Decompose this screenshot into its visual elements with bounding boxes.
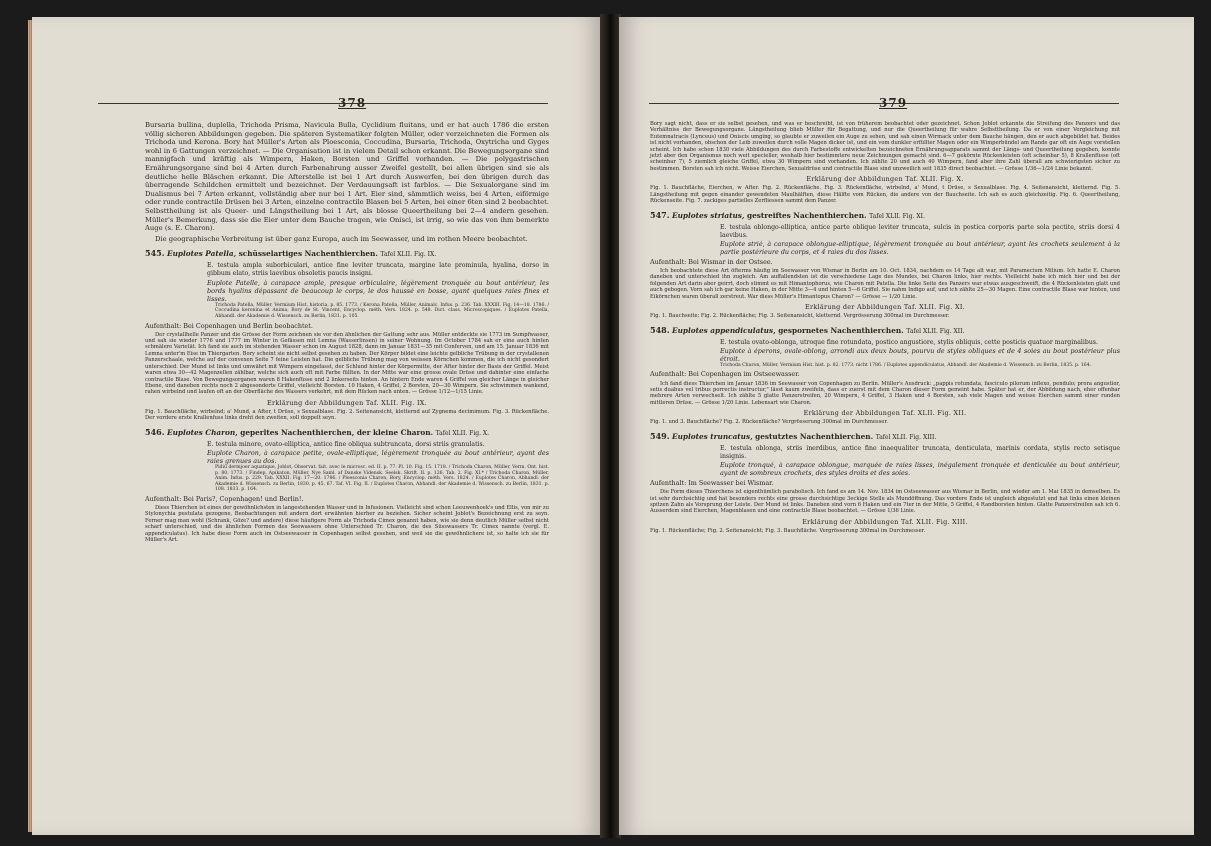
book-spine [600, 14, 621, 838]
habitat-line: Aufenthalt: Im Seewasser bei Wismar. [650, 479, 774, 488]
species-name: Euplotes Charon, [167, 427, 238, 437]
figure-explanation-title: Erklärung der Abbildungen Taf. XLII. Fig. X. [806, 175, 964, 184]
section-number: 546. [145, 426, 165, 437]
habitat-line: Aufenthalt: Bei Copenhagen im Ostseewasser. [650, 370, 800, 379]
figure-explanation: Fig. 1. und 3. Bauchfläche? Fig. 2. Rückenfläche? Vergrösserung 300mal im Durchmesser. [650, 419, 888, 426]
section-number: 549. [650, 430, 670, 441]
species-name: Euplotes Patella, [167, 249, 237, 259]
section-heading-549 [650, 431, 1120, 443]
plate-reference: Tafel XLII. Fig. XII. [906, 327, 965, 335]
habitat-line: Aufenthalt: Bei Paris?, Copenhagen! und Berlin!. [145, 494, 304, 503]
figure-explanation-title: Erklärung der Abbildungen Taf. XLII. Fig. XIII. [802, 517, 968, 526]
latin-diagnosis: E. testula ampla suborbiculari, antice fine leviter truncata, margine late prominula, hyalina, dorso in gibbum elato, striis laevibus obsoletis paucis insigni. [207, 262, 549, 278]
species-description: Ich fand diess Thierchen im Januar 1836 im Seewasser von Copenhagen zu Berlin. Müller's Ausdruck: „pappis rotundata, fasciculo pilorum inflexo, pendulo; prora angustior, setis duabus vel tribus porrectis instructur," lässt kaum zweifeln, dass er zuerst mit dem Charon dieser Form gemeint habe. Später hat er, der Abbildung nach, eher offenbar mehrere Arten verwechselt. Ich zählte 5 glatte Panzerstreifen, 20 Wimpern, 4 Griffel, 3 Haken und 4 Borsten, sah viele Magen und weisse Eierchen sammt einer runden mittleren Drüse. — Grösse 1/20 Linie. Lebensart wie Charon. [650, 380, 1120, 406]
german-name: schüsselartiges Nachenthierchen. [238, 249, 378, 259]
latin-diagnosis: E. testula oblonga, striis inerdibus, antice fine inaequaliter truncata, denticulata, marinis cordata, stylis recto setisque insignis. [720, 444, 1120, 460]
german-name: gestreiftes Nachenthierchen. [747, 210, 867, 220]
habitat-line: Aufenthalt: Bei Wismar in der Ostsee. [650, 257, 773, 266]
header-rule [98, 103, 548, 104]
plate-reference: Tafel XLII. Fig. IX. [380, 251, 437, 259]
section-number: 547. [650, 209, 670, 220]
figure-explanation: Fig. 1. Bauchseite; Fig. 2. Rückenfläche; Fig. 3. Seitenansicht, kletternd. Vergrösserung 300mal im Durchmesser. [650, 313, 950, 320]
plate-reference: Tafel XLII. Fig. XIII. [875, 433, 937, 441]
geo-paragraph: Die geographische Verbreitung ist über ganz Europa, auch im Seewasser, und im rothen Meere beobachtet. [155, 234, 528, 243]
literature-references: Trichoda Charon, Müller, Vermium Hist. hist. p. 82. 1773. nicht 1786. / Euplotes appendiculatus, Abhandl. der Akademie d. Wissensch. zu Berlin, 1835. p. 164. [720, 362, 1092, 368]
species-name: Euplotes appendiculatus, [672, 325, 776, 335]
page-number: 379 [879, 96, 908, 110]
section-number: 545. [145, 248, 165, 259]
latin-diagnosis: E. testula minore, ovato-elliptica, antice fine obliqua subtruncata, dorsi striis granulatis. [207, 440, 485, 448]
figure-explanation: Fig. 1. Rückenfläche; Fig. 2. Seitenansicht; Fig. 3. Bauchfläche. Vergrösserung 300mal im Durchmesser. [650, 527, 926, 534]
french-diagnosis: Euplote Charon, à carapace petite, ovale-elliptique, légèrement tronquée au bout antérieur, ayant des raies grenues au dos. [207, 448, 549, 465]
species-name: Euplotes truncatus, [672, 431, 753, 441]
section-heading-548 [650, 325, 1120, 337]
species-name: Euplotes striatus, [672, 210, 745, 220]
section-number: 548. [650, 324, 670, 335]
species-description: Ich beobachtete diese Art öfterms häufig im Seewasser von Wismar in Berlin am 10. Oct. 1834, nachdem es 14 Tage alt war, mit Paramecium Milium. Ich hatte E. Charon daneben und unterschied ihn zugleich. Am auffallendsten ist die verschiedene Lage des Mundes, bei Charon links, hier rechts. Vielleicht habe ich mich hier und bei der folgenden Art darin aber geirrt, doch stimmt es mit Himantophorus, wie Charon mit Patella. Die linke Seite des Panzers war etwas ausgeschweift, die 4 Rückenleisten glatt und auch gebogen. Vorn sah ich gar keine Haken, in der Mitte 3—4 und hinten 5—6 Griffel. Sie nahm Indigo auf, und ich zählte 25—30 Magen. Eine contractile Blase war hinten, und Eikörnchen waren überall zerstreut. War diess Müller's Himantopus Charon? — Grösse — 1/20 Linie. [650, 268, 1120, 300]
species-description: Diess Thierchen ist eines der gewöhnlichsten in langestehenden Wasser und in Infusionen. Vielleicht sind schon Leeuwenhoek's und Ellis, von mir zu Stylonychia pustulata gezogene, Beobachtungen mit andern dort erwähnten hierher zu beziehen. Sicher scheint Joblot's Bezeichnung erst zu seyn. Ferner mag man wohl (Schrank, Göze? und andere) diese häufigere Form als Trichoda Cimex genannt haben, wie sie denn deutlich Müller selbst nicht scharf unterschied, und die ähnlichen Formen des Seewassers ohne Unterschied Tr. Charon, die des Süsswassers Tr. Cimex nannte (vergl. E. appendiculatus). Ich habe diese Form auch im Ostseewasser in Copenhagen selbst gesehen, und weil sie die gewöhnlichere ist, so halte ich sie für Müller's Art. [145, 504, 549, 543]
french-diagnosis: Euplote à éperons, ovale-oblong, arrondi aux deux bouts, pourvu de styles obliques et de 4 soies au bout postérieur plus étroit. [720, 346, 1120, 363]
figure-explanation: Fig. 1. Bauchfläche, Eierchen, w After. Fig. 2. Rückenfläche. Fig. 3. Rückenfläche, wirbelnd, a' Mund, t Drüse, s Sexualblase. Fig. 4. Seitenansicht, kletternd. Fig. 5. Längstheilung mit gegen einander gewendeten Maulhälften, diese Hälfte vom Rücken, die andere von der Bauchseite. Ich sah es auch gleichzeitig. Fig. 6. Queertheilung, Rückenseite. Fig. 7. zackiges partielles Zerfliessen sammt dem Panzer. [650, 185, 1120, 205]
species-description: Der crystallhelle Panzer und die Grösse der Form zeichnen sie vor den ähnlichen der Gattung sehr aus. Müller entdeckte sie 1773 im Sumpfwasser, und sah sie wieder 1776 und 1777 im Winter in Gefässen mit Lemna (Wasserlinsen) in seiner Wohnung. Im October 1784 sah er eine auch hinten schmälere Varietät. Ich fand sie auch im stehenden Wasser schon im August 1828, dann im Januar 1831—35 mit Conferven, und am 15. Januar 1836 mit Lemna unter'm Eise im Thiergarten. Bory scheint sie nicht selbst gesehen zu haben. Der Körper bildet eine leichte gelbliche Trübung in der crystallenen Panzerschaale, welche auf der convexen Seite 7 feine Leisten hat. Die gelbliche Trübung mag von weissen Körnchen kommen, die ich nicht gesondert unterschied. Der Mund ist links und umwährt mit Wimpern eingefasst, der Schlund hinter der Körpermitte, der After hinter der Basis der Griffel. Meist waren etwa 30—42 Magenzellen zählbar, welche sich auch oft mit Farbe füllten. In der Mitte war eine grosse ovale Drüse und dahinter eine einfache contractile Blase. Von Bewegungsorganen waren 8 Hakenfüsse und 2 linkerseits hinten. An hintern Ende waren 4 Griffel von gleicher Länge in gleicher Ebene, und daneben rechts noch 2 abgesonderte Griffel, vielleicht Borsten. 10 Haken, 4 Griffel, 2 Borsten, 20—30 Wimpern. Sie schwimmen wankend, rahen wirbelnd und laufen oft an der Oberfläche des Wassers verkehrt, mit dem Rücken nach unten. — Grösse 1/12—1/15 Linie. [145, 331, 549, 396]
intro-paragraph: Bursaria bullina, duplella, Trichoda Prisma, Navicula Bulla, Cyclidium fluitans, und er hat auch 1786 die ersten völlig sicheren Abbildungen gegeben. Die späteren Systematiker folgten Müller, oder verzeichneten die Formen als Trichoda und Kerona. Bory hat Müller's Arten als Ploesconia, Coccudina, Bursaria, Trichoda, Oxytricha und Gyges wohl in 6 Gattungen verzeichnet. — Die Organisation ist in vielem Detail schon erkannt. Die Bewegungsorgane sind mannigfach und kräftig als Wimpern, Haken, Borsten und Griffel vorhanden. — Die polygastrischen Ernährungsorgane sind bei 4 Arten durch Farbenahrung ausser Zweifel gestellt, bei allen übrigen sind sie als deutliche helle Bläschen erkannt. Die Afterstelle ist bei 1 Art durch Auswerfen, bei den übrigen durch das überragende Schildchen ermittelt und bezeichnet. Der Verdauungsaft ist farblos. — Die Sexualorgane sind im Dualismus bei 7 Arten erkannt, vollständig aber nur bei 1 Art. Eier sind, sämmtlich weiss, bei 4 Arten, eiförmige oder runde contractile Drüsen bei 3 Arten, einzelne contractile Blasen bei 5 Arten, bei einer 6ten sind 2 beobachtet. Selbsttheilung ist als Queer- und Längstheilung bei 1 Art, als blosse Queertheilung bei 2—4 andern gesehen. Müller's Bemerkung, dass sie die Eier unter dem Bauche tragen, wie Oniscì, ist irrig, so wie das von ihm bemerkte Auge (s. E. Charon). [145, 121, 549, 233]
species-description: Die Form dieses Thierchens ist eigenthümlich parabolisch. Ich fand es am 14. Nov. 1834 im Ostseewasser aus Wismar in Berlin, und wieder am 1. Mai 1835 in demselben. Es ist sehr durchsichtig und hat besonders rechts eine grosse durchsichtige 3eckige Stelle als Mundöffnung. Das vordere Ende ist ungleich abgestutzt und hat links einen kleinen spitzen Zahn als Vorsprung der Leiste. Der Mund ist links. Daneben sind vorn 6 Haken und ein 7ter in der Mitte, 5 Griffel, 4 Randborsten hinten. Glatte Panzerstreifen sah ich 6. Ausserdem sind Eierchen, Magenblasen und eine contractile Blase beobachtet. — Grösse 1/36 Linie. [650, 489, 1120, 515]
figure-explanation-title: Erklärung der Abbildungen Taf. XLII. Fig. IX. [267, 398, 427, 407]
german-name: geperltes Nachenthierchen, der kleine Charon. [240, 427, 434, 437]
right-page [619, 17, 1194, 835]
literature-references: Trichoda Patella, Müller, Vermium Hist. historia, p. 85. 1773. / Kerona Patella, Müller, Animalc. Infus. p. 236. Tab. XXXIII. Fig. 14—18. 1786. / Coccudina keronina et Anima, Bory de St. Vincent, Encyclop. méth. Vers. 1824. p. 548. Dict. class. Microscopiques. / Euplotes Patella, Abhandl. der Akademie d. Wissensch. zu Berlin, 1831. p. 105. [215, 302, 549, 319]
french-diagnosis: Euplote strié, à carapace oblongue-elliptique, légèrement tronquée au bout antérieur, ayant les crochets seulement à la partie postérieure du corps, et 4 raies du dos lisses. [720, 239, 1120, 256]
figure-explanation-title: Erklärung der Abbildungen Taf. XLII. Fig. XII. [803, 409, 967, 418]
german-name: gespornetes Nachenthierchen. [778, 325, 904, 335]
intro-paragraph: Bory sagt nicht, dass er sie selbst gesehen, und was er beschreibt, ist von früherem beobachtet oder gezeichnet. Schon Joblot erkannte die Streifung des Panzers und das Verhältniss der Bewegungsorgane. Längstheilung blieb Müller für Begattung, und nur die Queertheilung für wahre Selbsttheilung. Da er von einer Vergleichung mit Eutemnatracis (Lynceus) und Oniscis umging, so glaubte er zuweilen ein Auge zu sehen, und sah einen Wirmack unter dem Bauche hängen, den er auch abgebildet hat. Beides ist nicht vorhanden, obschon der Leib zuweilen durch volle Magen dicker ist, und ein vom dunkler erfüllter Magen oder ein Wimperbündel am Rande gar oft ein Auge vorstellen scheint. Ich habe schon 1830 viele Abbildungen des durch Farbestoffe entwickelten bezeichneten Ernährungsapparats sammt der Längs- und Queertheilung gegeben, konnte jetzt aber den Organismus noch weit specieller, weshalb hier bestimmtere neue Zeichnungen gemacht sind. 6—7 gekörnte Rückenleisten (oft scheinbar 5), 8 Krallenfüsse (oft scheinbar 7), 5 ziemlich gleiche Griffel, etwa 30 Wimpern sind vorhanden. Ich zählte 20 und auch 40 Wimpern, fand aber ihre Zahl überall am schwierigsten sicher zu bestimmen. Borsten sah ich nicht. Weisse Eierchen, Sexualdrüse und contractile Blase sind unzweilich seit 1835 direct beobachtet. — Grösse 1/36—1/24 Linie bekannt. [650, 121, 1120, 172]
section-heading-546 [145, 427, 549, 439]
section-heading-545 [145, 248, 549, 260]
figure-explanation-title: Erklärung der Abbildungen Taf. XLII. Fig. XI. [805, 303, 965, 312]
left-page [32, 17, 602, 835]
plate-reference: Tafel XLII. Fig. X. [435, 429, 490, 437]
section-heading-547 [650, 210, 1120, 222]
french-diagnosis: Euplote Patelle, à carapace ample, presque orbiculaire, légèrement tronquée au bout antérieur, les bords hyalins dépassant de beaucoup le corps, le dos haussé en bosse, ayant quelques raies fines et lisses. [207, 278, 549, 303]
page-number: 378 [338, 96, 367, 110]
habitat-line: Aufenthalt: Bei Copenhagen und Berlin beobachtet. [145, 321, 313, 330]
right-text-column [650, 121, 1120, 534]
latin-diagnosis: E. testula ovato-oblonga, utroque fine rotundata, postico angustiore, stylis obliquis, cette posticis quatuor marginalibus. [720, 338, 1098, 346]
literature-references: Pidiu dermjoer aquatique, Joblot, Observat. fait. avec le microsc. ed. II. p. 77. Pl. 10. Fig. 15. 1718. / Trichoda Charon, Müller, Verm. Ont. hist. p. 80. 1773. / Findep. Apikaton, Müller, Nye Saml. af Danske Vidensk. Seelsk. Skrift. II. p. 126. Tab. 2. Fig. XI.* / Trichoda Charon, Müller, Anim. Infus. p. 229. Tab. XXXII. Fig. 17—20. 1786. / Ploesconia Charon, Bory, Encyclop. méth. Vers. 1824. / Euplotes Charon, Abhandl. der Akademie d. Wissensch. zu Berlin, 1830. p. 45, 67. Taf. VI. Fig. II. / Euplotes Charon, Abhandl. der Akademie d. Wissensch. zu Berlin, 1831. p. 108. 1833. p. 164. [215, 464, 549, 493]
plate-reference: Tafel XLII. Fig. XI. [869, 212, 925, 220]
german-name: gestutztes Nachenthierchen. [755, 431, 874, 441]
left-text-column [145, 121, 549, 545]
latin-diagnosis: E. testula oblongo-elliptica, antice parte oblique leviter truncata, sulcis in postica corporis parte sola pectite, striis dorsi 4 laevibus. [720, 223, 1120, 239]
figure-explanation: Fig. 1. Bauchfläche, wirbelnd; a' Mund, a After, t Drüse, s Sexualblase. Fig. 2. Seitenansicht, kletternd auf Zygnema decimimum. Fig. 3. Rückenfläche. Der vordere erste Krallenfuss links dreht den zweiten, soll doppelt seyn. [145, 408, 549, 422]
french-diagnosis: Euplote tronqué, à carapace oblongue, marquée de raies lisses, inégalement tronquée et denticulée au bout antérieur, ayant de sombreux crochets, des styles droits et des soies. [720, 460, 1120, 477]
